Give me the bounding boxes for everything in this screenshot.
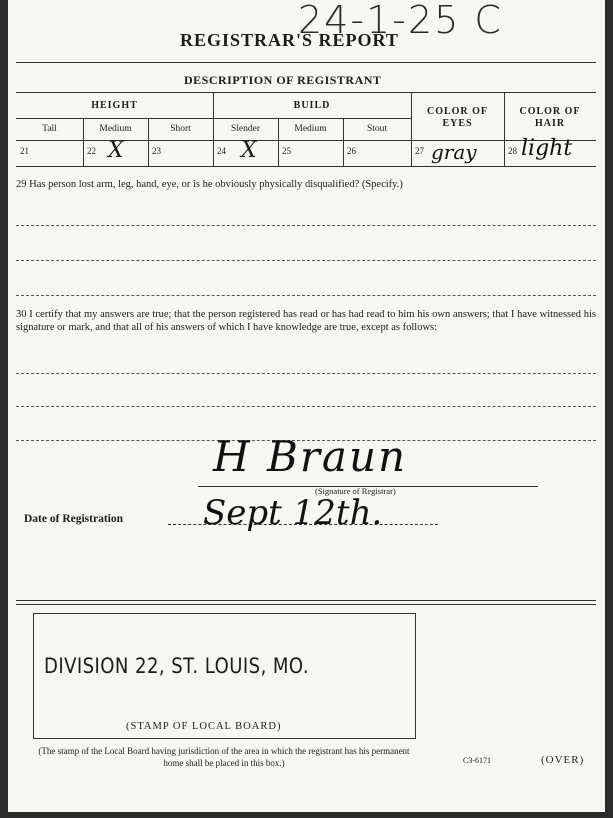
col-tall: Tall bbox=[42, 124, 57, 134]
cell-number: 28 bbox=[508, 146, 517, 156]
col-slender: Slender bbox=[230, 124, 261, 134]
local-board-stamp-box bbox=[33, 613, 416, 739]
eyes-header: COLOR OF EYES bbox=[426, 106, 489, 129]
cell-number: 27 bbox=[415, 146, 424, 156]
height-header: HEIGHT bbox=[91, 100, 138, 111]
hair-color-value: light bbox=[521, 136, 573, 161]
section-title: DESCRIPTION OF REGISTRANT bbox=[184, 73, 382, 87]
date-value: Sept 12th. bbox=[203, 493, 383, 533]
col-medium-height: Medium bbox=[99, 124, 132, 134]
registration-card bbox=[8, 0, 605, 812]
footer-note: (The stamp of the Local Board having jurisdiction of the area in which the registrant has his permanent home shall be placed in this box.) bbox=[38, 746, 410, 768]
cell-number: 21 bbox=[20, 146, 29, 156]
cell-number: 25 bbox=[282, 146, 291, 156]
hair-header: COLOR OF HAIR bbox=[519, 106, 581, 129]
page-title: REGISTRAR'S REPORT bbox=[180, 30, 399, 50]
board-stamp: DIVISION 22, ST. LOUIS, MO. bbox=[44, 654, 310, 678]
handwritten-serial: 24-1-25 C bbox=[298, 0, 503, 42]
col-short: Short bbox=[170, 124, 191, 134]
build-header: BUILD bbox=[293, 100, 331, 111]
description-table bbox=[16, 92, 596, 166]
col-medium-build: Medium bbox=[294, 124, 327, 134]
col-stout: Stout bbox=[366, 124, 388, 134]
divider bbox=[16, 62, 596, 63]
cell-number: 22 bbox=[87, 146, 96, 156]
registrar-signature: H Braun bbox=[213, 432, 408, 481]
height-check-mark: X bbox=[108, 138, 124, 163]
build-check-mark: X bbox=[241, 138, 257, 163]
eye-color-value: gray bbox=[431, 140, 477, 164]
signature-caption: (Signature of Registrar) bbox=[315, 486, 396, 496]
cell-number: 24 bbox=[217, 146, 226, 156]
form-code: C3-6171 bbox=[463, 756, 491, 765]
stamp-label: (STAMP OF LOCAL BOARD) bbox=[126, 721, 282, 732]
over-label: (OVER) bbox=[541, 754, 585, 766]
question-30: 30 I certify that my answers are true; that the person registered has read or has had read to him his own answers; that I have witnessed his signature or mark, and that all of his answers of which I have knowledge are true, except as follows: bbox=[16, 309, 596, 333]
cell-number: 23 bbox=[152, 146, 161, 156]
cell-number: 26 bbox=[347, 146, 356, 156]
question-29: 29 Has person lost arm, leg, hand, eye, or is he obviously physically disqualified? (Specify.) bbox=[16, 179, 403, 190]
date-label: Date of Registration bbox=[24, 513, 124, 525]
